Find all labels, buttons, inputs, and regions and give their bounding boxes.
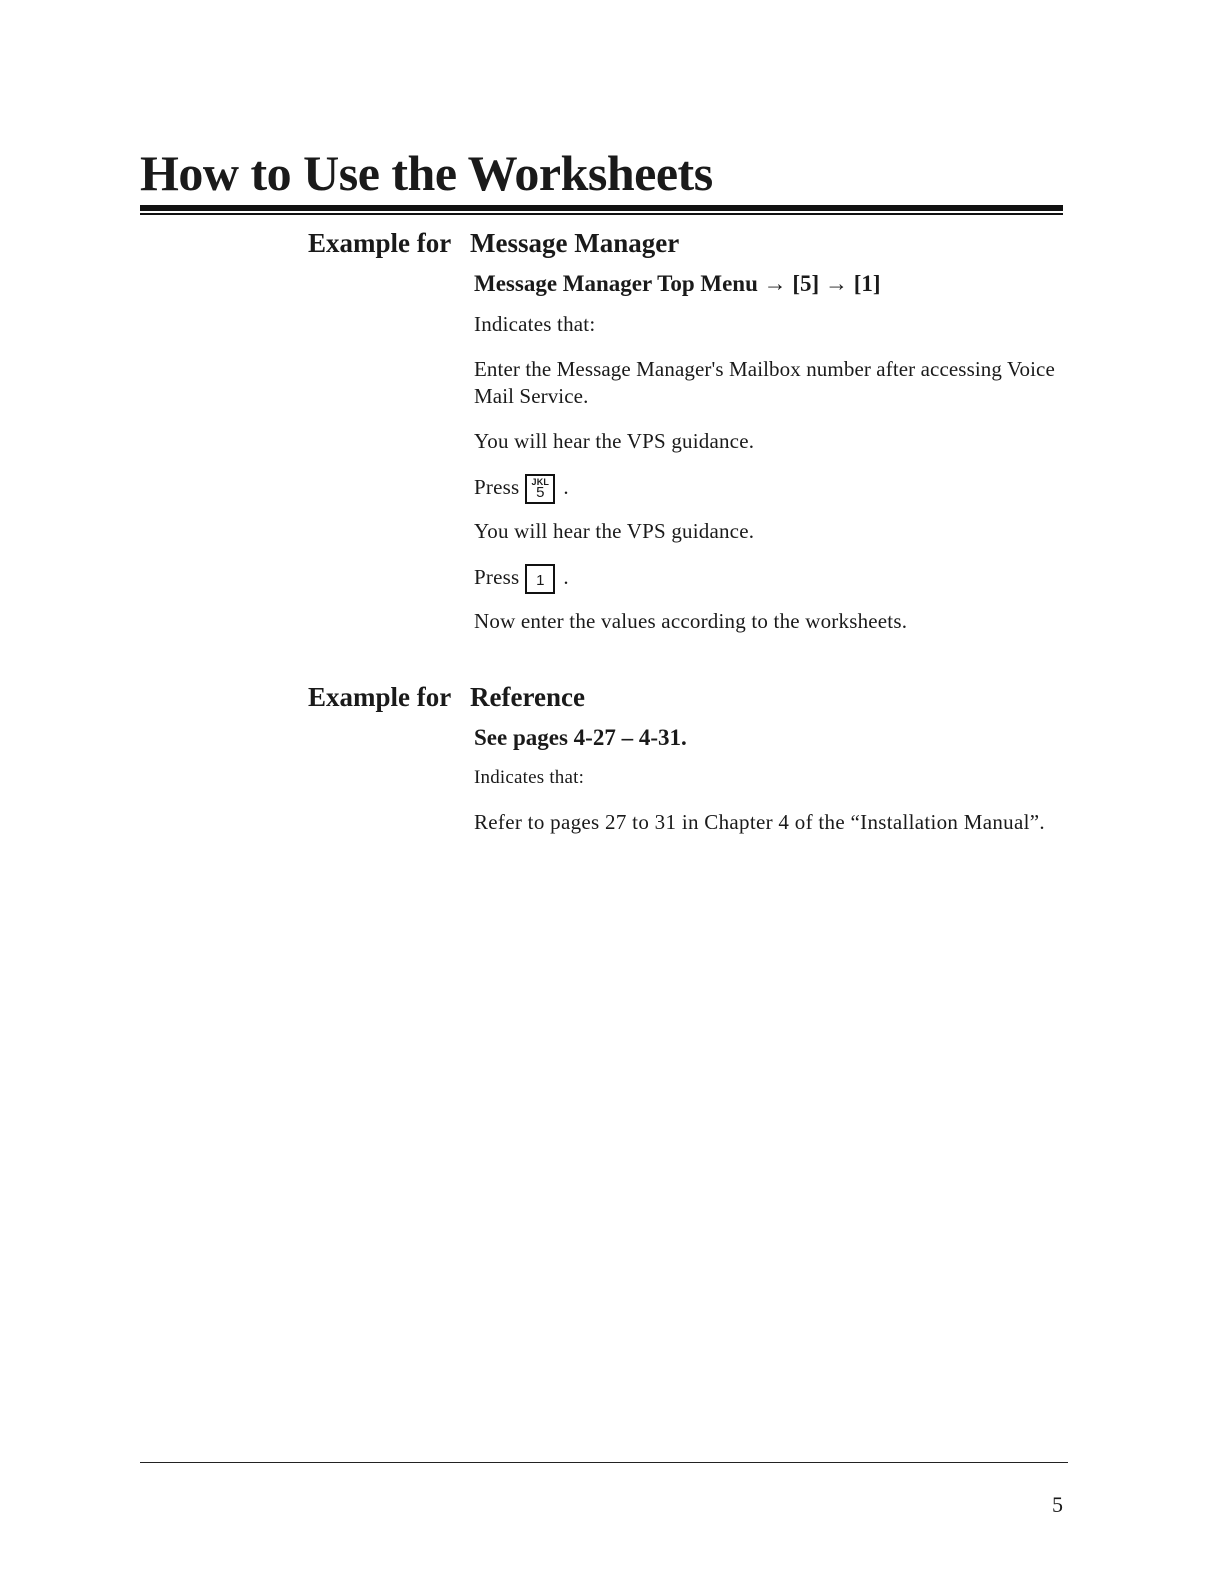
indicates-text: Indicates that: xyxy=(474,312,596,336)
keypad-5-key-icon xyxy=(525,474,555,504)
section-topic: Message Manager xyxy=(470,228,680,258)
step-hear-guidance: You will hear the VPS guidance. xyxy=(474,519,755,543)
title-rule-thin xyxy=(140,213,1063,215)
key-digit: 1 xyxy=(536,572,545,590)
footer-rule xyxy=(140,1462,1068,1463)
indicates-text: Indicates that: xyxy=(474,767,585,788)
section-heading-reference xyxy=(308,680,585,714)
see-pages-subhead: See pages 4-27 – 4-31. xyxy=(474,725,687,750)
step-end-mark: . xyxy=(563,475,569,499)
menu-path-subhead: Message Manager Top Menu → [5] → [1] xyxy=(474,271,881,296)
key-letters: JKL xyxy=(531,477,550,488)
keypad-1-key-icon xyxy=(525,564,555,594)
press-label: Press xyxy=(474,565,520,589)
step-enter-values: Now enter the values according to the worksheets. xyxy=(474,609,908,633)
key-digit: 5 xyxy=(536,484,545,502)
step-press-key-1 xyxy=(474,564,1066,594)
step-end-mark: . xyxy=(563,565,569,589)
section-topic: Reference xyxy=(470,682,585,712)
section-label: Example for xyxy=(308,228,452,258)
section-label: Example for xyxy=(308,682,452,712)
instruction-paragraph: Enter the Message Manager's Mailbox number after accessing Voice Mail Service. xyxy=(474,357,1055,408)
step-hear-guidance: You will hear the VPS guidance. xyxy=(474,429,755,453)
page-number: 5 xyxy=(1052,1492,1063,1517)
page-title: How to Use the Worksheets xyxy=(140,145,713,201)
reference-paragraph: Refer to pages 27 to 31 in Chapter 4 of the “Installation Manual”. xyxy=(474,810,1045,834)
section-heading-message-manager xyxy=(308,226,679,260)
press-label: Press xyxy=(474,475,520,499)
step-press-key-5 xyxy=(474,474,1066,504)
title-rule-thick xyxy=(140,205,1063,211)
